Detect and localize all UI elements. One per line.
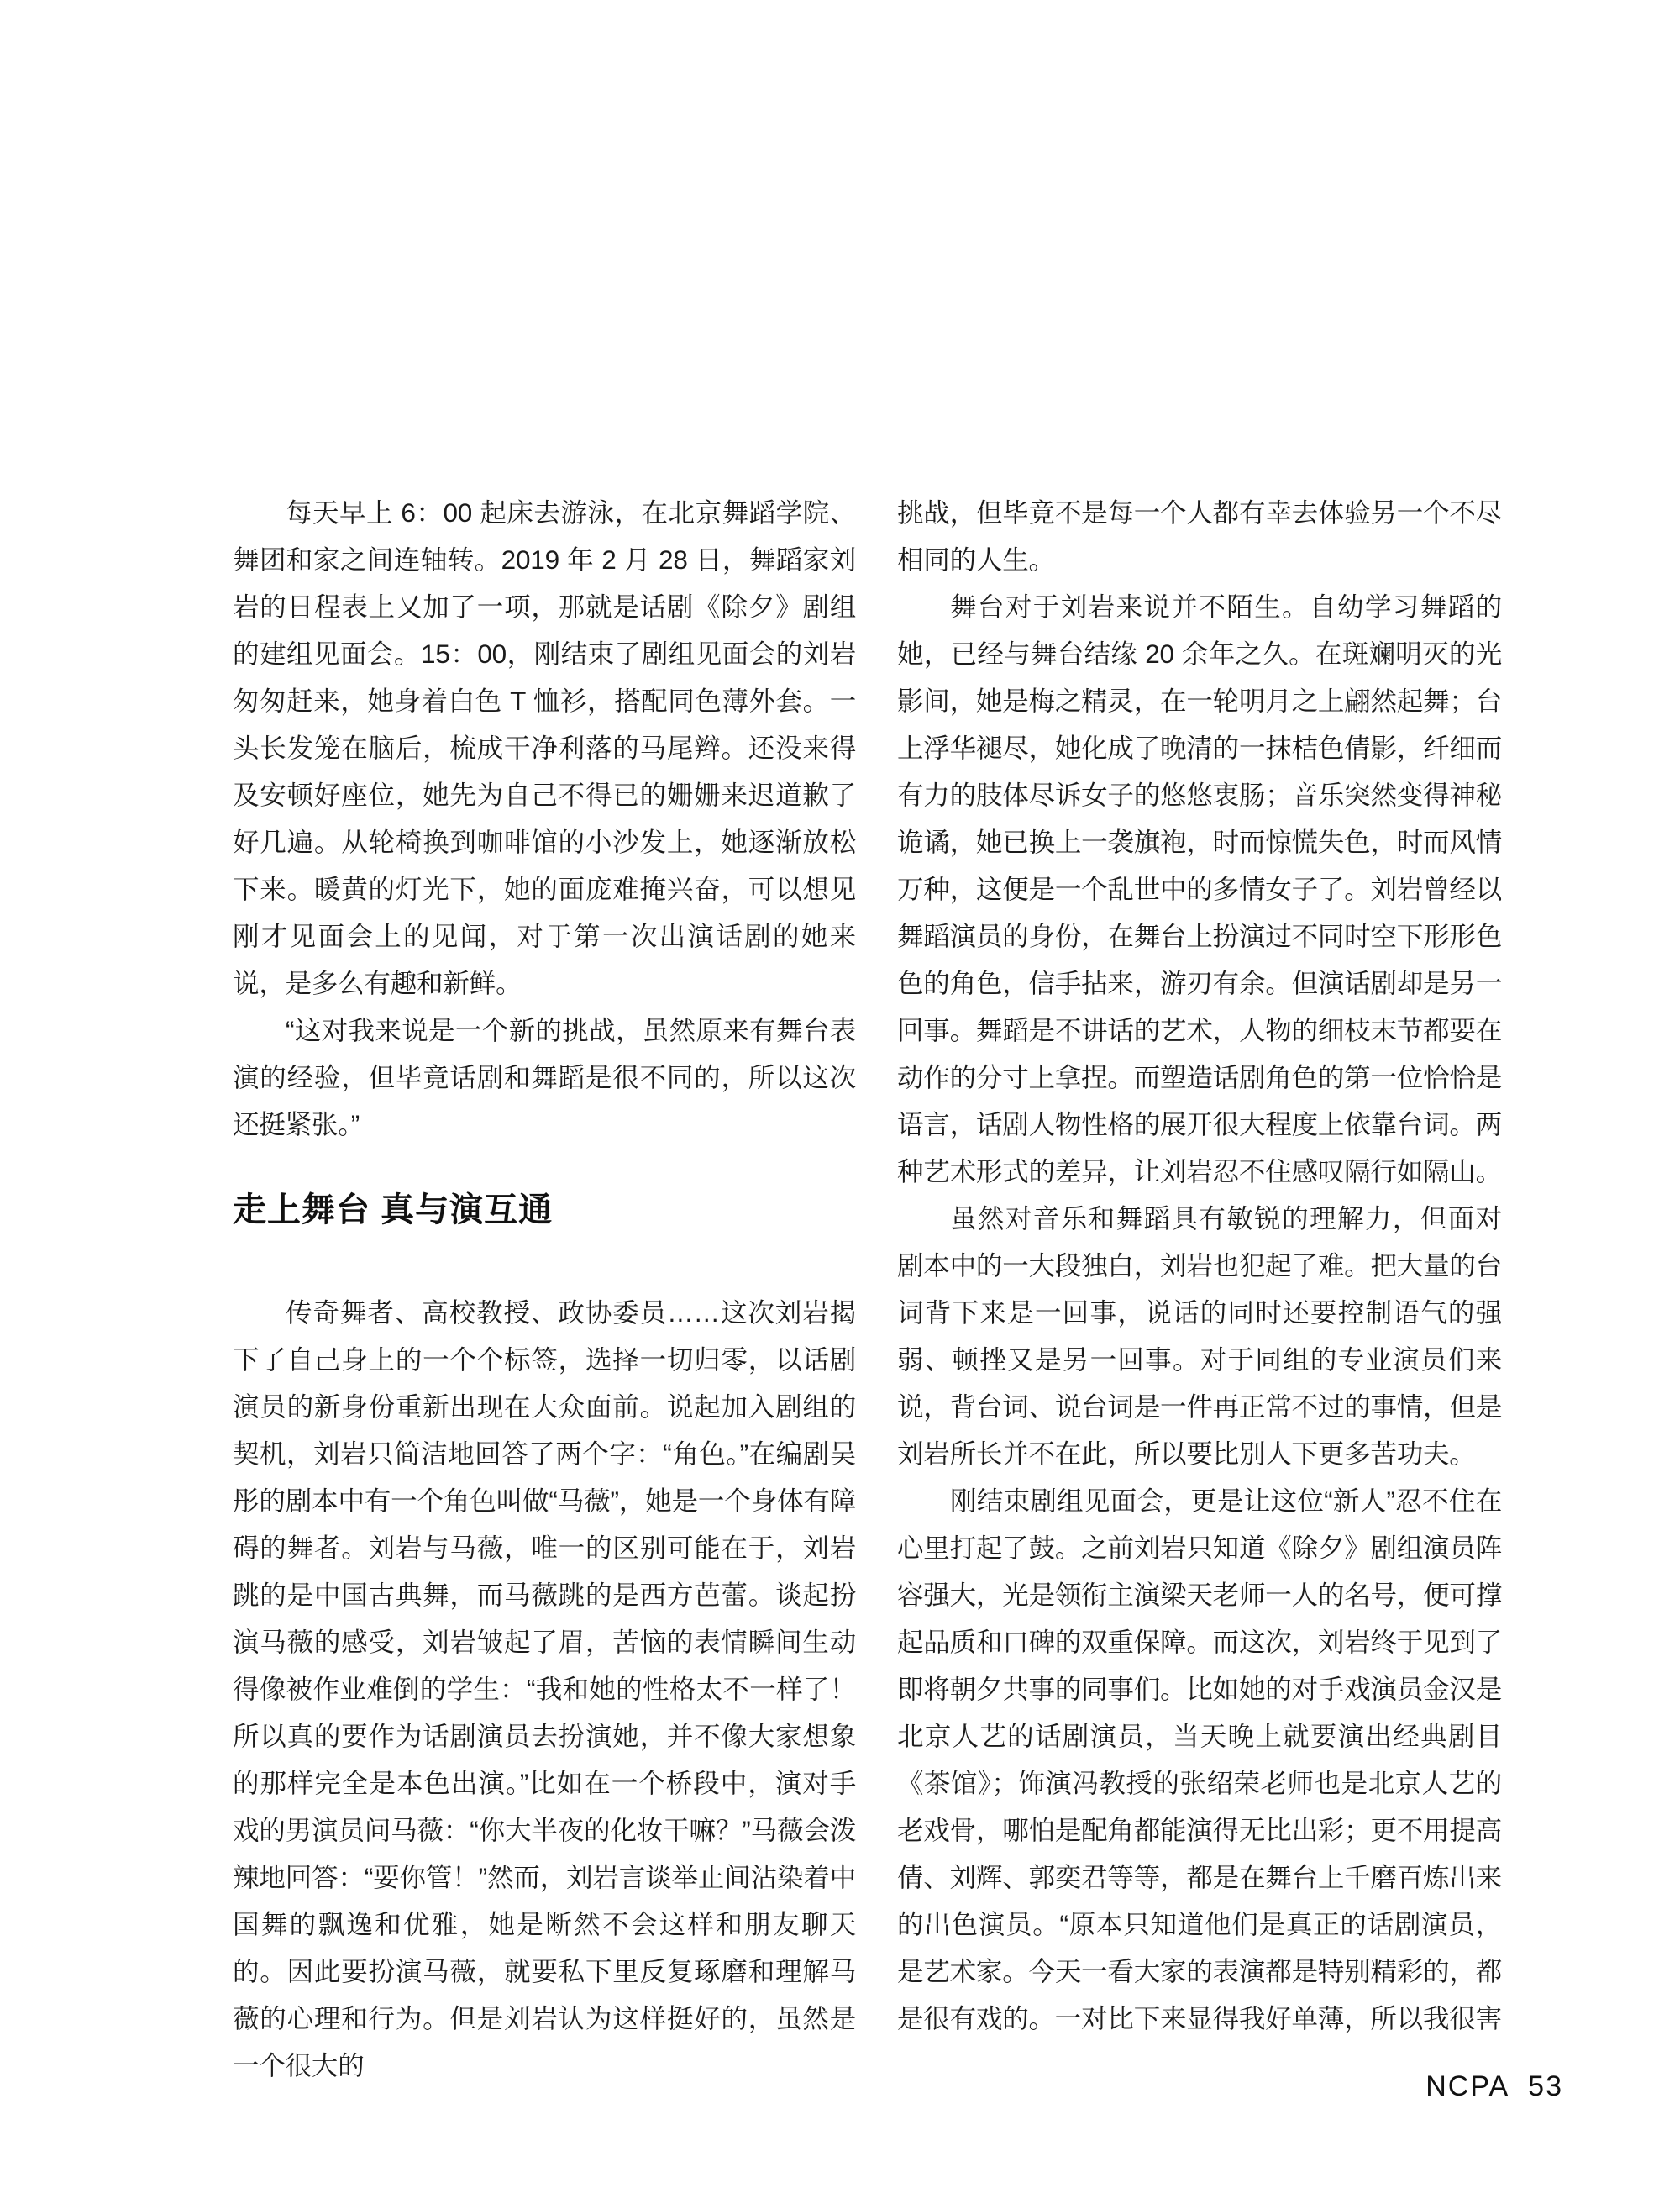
article-paragraph: 舞台对于刘岩来说并不陌生。自幼学习舞蹈的她，已经与舞台结缘 20 余年之久。在斑斓明灭的光影间，她是梅之精灵，在一轮明月之上翩然起舞；台上浮华褪尽，她化成了晚清的一抹桔色倩影，纤细而有力的肢体尽诉女子的悠悠衷肠；音乐突然变得神秘诡谲，她已换上一袭旗袍，时而惊慌失色，时而风情万种，这便是一个乱世中的多情女子了。刘岩曾经以舞蹈演员的身份，在舞台上扮演过不同时空下形形色色的角色，信手拈来，游刃有余。但演话剧却是另一回事。舞蹈是不讲话的艺术，人物的细枝末节都要在动作的分寸上拿捏。而塑造话剧角色的第一位恰恰是语言，话剧人物性格的展开很大程度上依靠台词。两种艺术形式的差异，让刘岩忍不住感叹隔行如隔山。 (897, 592, 1502, 1186)
article-paragraph: 每天早上 6：00 起床去游泳，在北京舞蹈学院、舞团和家之间连轴转。2019 年 2 月 28 日，舞蹈家刘岩的日程表上又加了一项，那就是话剧《除夕》剧组的建组见面会。15：00，刚结束了剧组见面会的刘岩匆匆赶来，她身着白色 T 恤衫，搭配同色薄外套。一头长发笼在脑后，梳成干净利落的马尾辫。还没来得及安顿好座位，她先为自己不得已的姗姗来迟道歉了好几遍。从轮椅换到咖啡馆的小沙发上，她逐渐放松下来。暖黄的灯光下，她的面庞难掩兴奋，可以想见刚才见面会上的见闻，对于第一次出演话剧的她来说，是多么有趣和新鲜。 (233, 497, 856, 998)
article-paragraph: 虽然对音乐和舞蹈具有敏锐的理解力，但面对剧本中的一大段独白，刘岩也犯起了难。把大量的台词背下来是一回事，说话的同时还要控制语气的强弱、顿挫又是另一回事。对于同组的专业演员们来说，背台词、说台词是一件再正常不过的事情，但是刘岩所长并不在此，所以要比别人下更多苦功夫。 (897, 1203, 1502, 1469)
left-column (233, 489, 856, 2089)
section-heading: 走上舞台 真与演互通 (233, 1191, 554, 1228)
article-body (233, 489, 1502, 2089)
right-column (897, 489, 1502, 2089)
article-paragraph: 挑战，但毕竟不是每一个人都有幸去体验另一个不尽相同的人生。 (897, 497, 1502, 575)
page-footer (1425, 2070, 1563, 2103)
page-number: 53 (1528, 2070, 1563, 2102)
article-paragraph: “这对我来说是一个新的挑战，虽然原来有舞台表演的经验，但毕竟话剧和舞蹈是很不同的，所以这次还挺紧张。” (233, 1015, 856, 1139)
article-paragraph: 刚结束剧组见面会，更是让这位“新人”忍不住在心里打起了鼓。之前刘岩只知道《除夕》剧组演员阵容强大，光是领衔主演梁天老师一人的名号，便可撑起品质和口碑的双重保障。而这次，刘岩终于见到了即将朝夕共事的同事们。比如她的对手戏演员金汉是北京人艺的话剧演员，当天晚上就要演出经典剧目《茶馆》；饰演冯教授的张绍荣老师也是北京人艺的老戏骨，哪怕是配角都能演得无比出彩；更不用提高倩、刘辉、郭奕君等等，都是在舞台上千磨百炼出来的出色演员。“原本只知道他们是真正的话剧演员，是艺术家。今天一看大家的表演都是特别精彩的，都是很有戏的。一对比下来显得我好单薄，所以我很害 (897, 1486, 1502, 2033)
article-paragraph: 传奇舞者、高校教授、政协委员……这次刘岩揭下了自己身上的一个个标签，选择一切归零，以话剧演员的新身份重新出现在大众面前。说起加入剧组的契机，刘岩只简洁地回答了两个字：“角色。”在编剧吴彤的剧本中有一个角色叫做“马薇”，她是一个身体有障碍的舞者。刘岩与马薇，唯一的区别可能在于，刘岩跳的是中国古典舞，而马薇跳的是西方芭蕾。谈起扮演马薇的感受，刘岩皱起了眉，苦恼的表情瞬间生动得像被作业难倒的学生：“我和她的性格太不一样了！所以真的要作为话剧演员去扮演她，并不像大家想象的那样完全是本色出演。”比如在一个桥段中，演对手戏的男演员问马薇：“你大半夜的化妆干嘛？”马薇会泼辣地回答：“要你管！”然而，刘岩言谈举止间沾染着中国舞的飘逸和优雅，她是断然不会这样和朋友聊天的。因此要扮演马薇，就要私下里反复琢磨和理解马薇的心理和行为。但是刘岩认为这样挺好的，虽然是一个很大的 (233, 1297, 856, 2080)
journal-brand: NCPA (1425, 2070, 1510, 2102)
